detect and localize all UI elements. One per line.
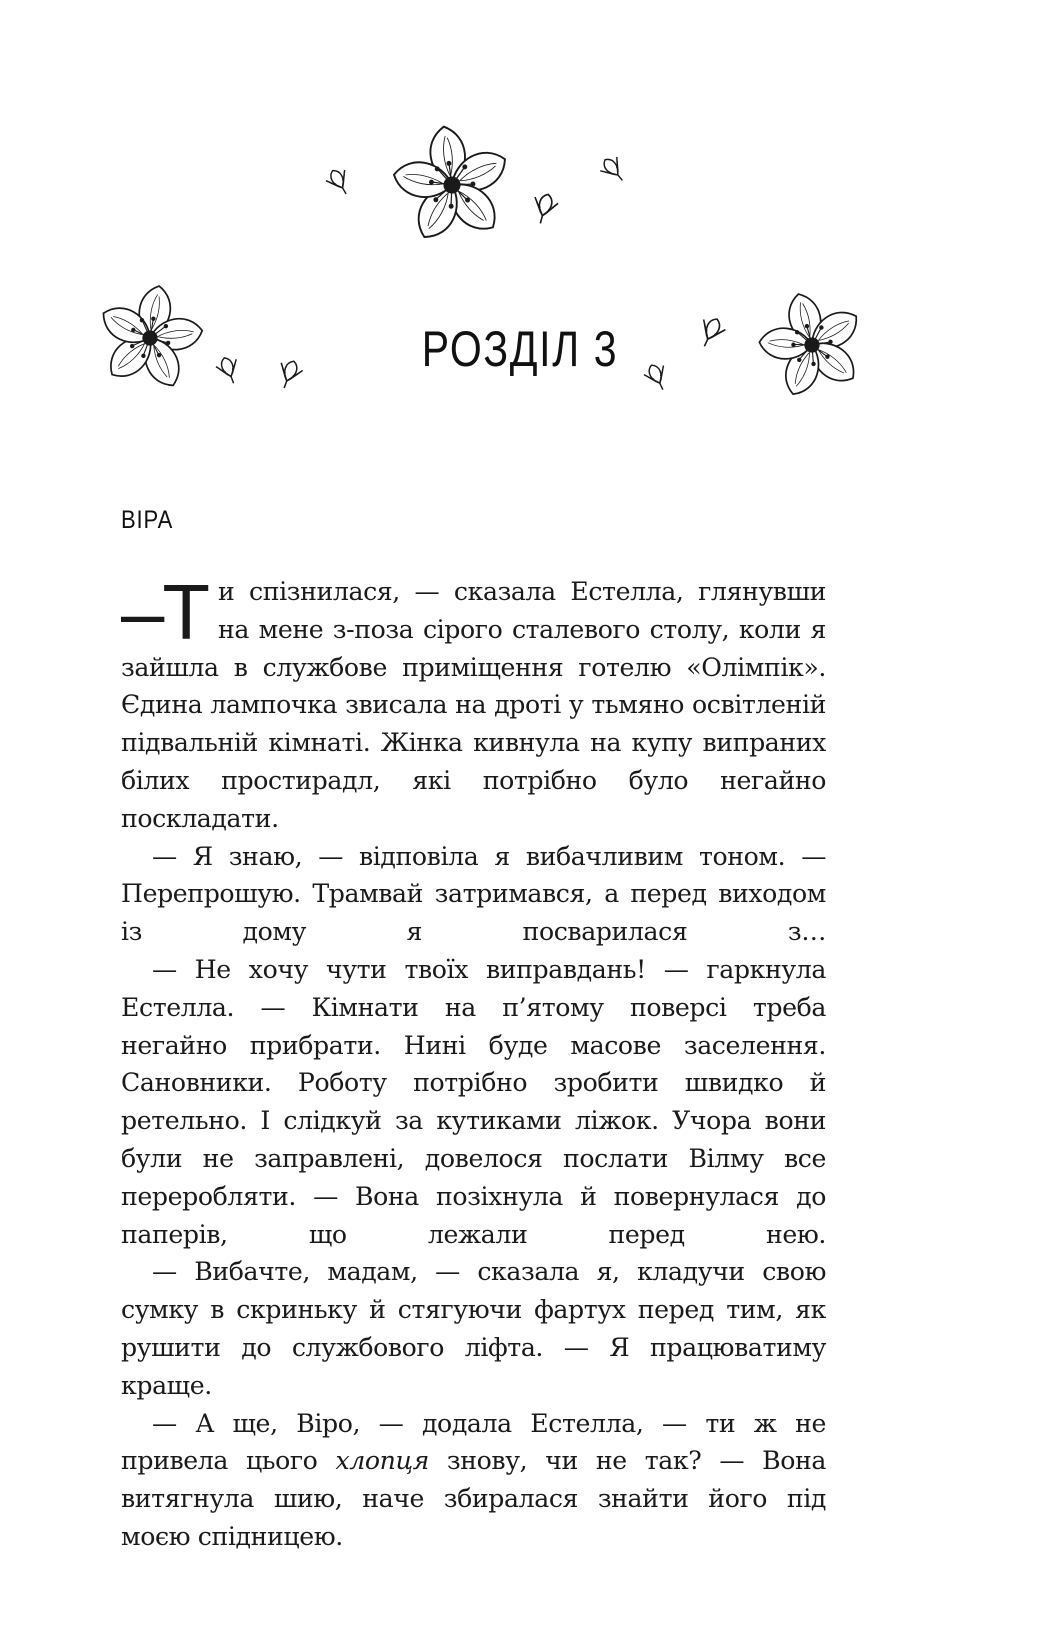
chapter-narrator: ВІРА xyxy=(121,506,174,534)
paragraph-1 xyxy=(121,568,826,838)
paragraph-5-post: знову, чи не так? — Вона витягнула шию, наче збиралася знайти його під моєю спідницею. xyxy=(121,1446,826,1551)
paragraph-5-emphasis: хлопця xyxy=(335,1446,429,1476)
paragraph-3: — Не хочу чути твоїх виправдань! — гаркнула Естелла. — Кімнати на п’ятому поверсі треба негайно прибрати. Нині буде масове заселення. Сановники. Роботу потрібно зробити швидко й ретельно. І слідкуй за кутиками ліжок. Учора вони були не заправлені, довелося послати Вілму все переробляти. — Вона позіхнула й повернулася до паперів, що лежали перед нею. xyxy=(121,954,826,1249)
paragraph-5 xyxy=(121,1405,826,1556)
chapter-text xyxy=(121,568,826,1556)
paragraph-1-text: и спізнилася, — сказала Естелла, глянувши на мене з-поза сірого сталевого столу, коли я зайшла в службове приміщення готелю «Олімпік». Єдина лампочка звисала на дроті у тьмяно освітленій підвальній кімнаті. Жінка кивнула на купу випраних білих простирадл, які потрібно було негайно поскладати. xyxy=(121,577,826,833)
paragraph-4: — Вибачте, мадам, — сказала я, кладучи свою сумку в скриньку й стягуючи фартух перед тим, як рушити до службового ліфта. — Я працюватиму краще. xyxy=(121,1257,826,1400)
flower-ornament xyxy=(0,0,1040,460)
paragraph-5-pre: — А ще, Віро, — додала Естелла, — ти ж не привела цього xyxy=(121,1408,826,1476)
chapter-title: РОЗДІЛ 3 xyxy=(421,321,619,377)
drop-cap: –Т xyxy=(121,568,209,656)
paragraph-2: — Я знаю, — відповіла я вибачливим тоном. — Перепрошую. Трамвай затримався, а перед виходом із дому я посварилася з… xyxy=(121,841,826,947)
